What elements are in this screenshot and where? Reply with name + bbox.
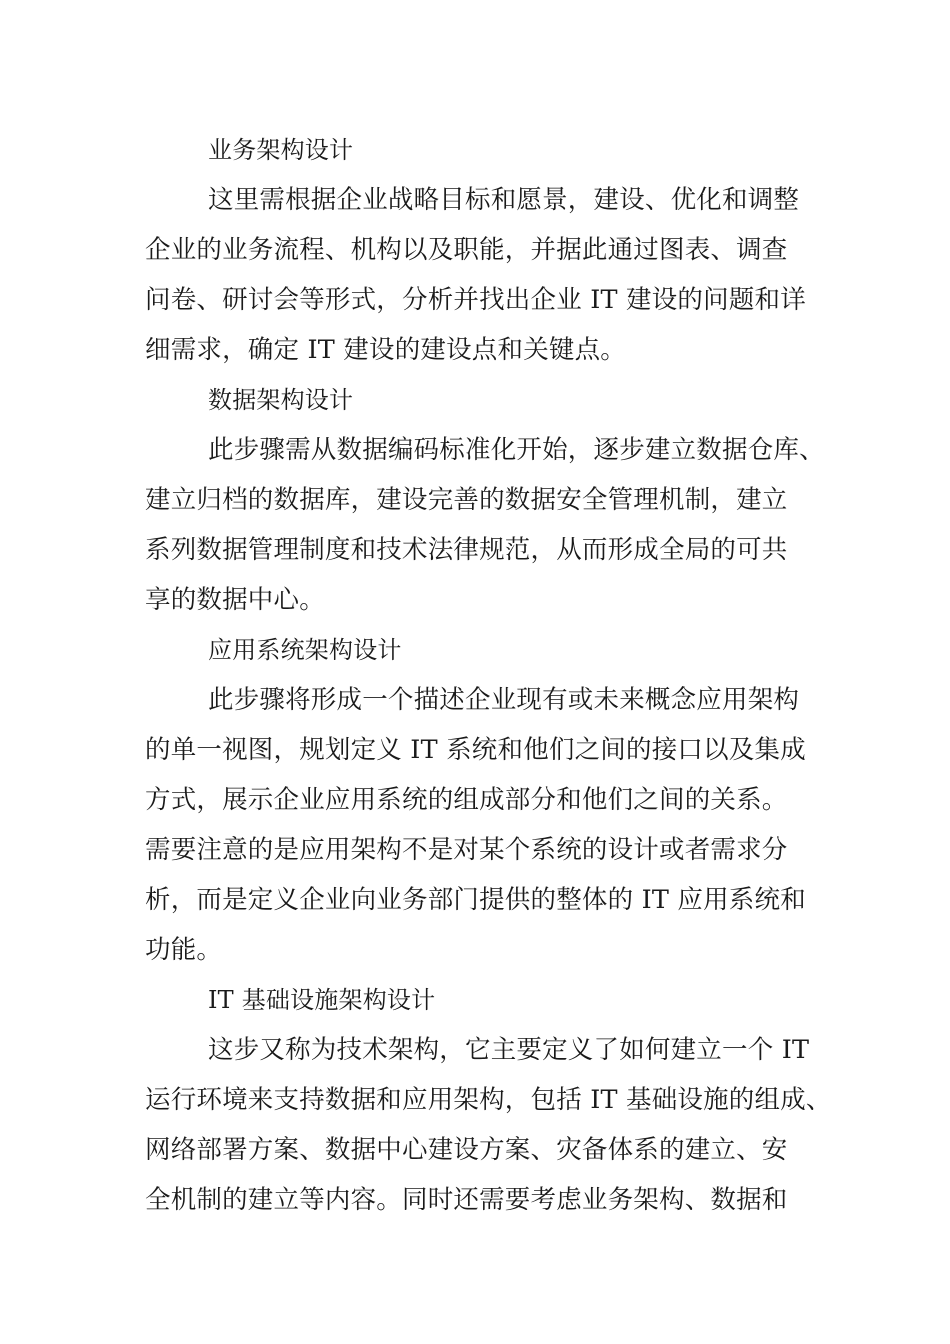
paragraph-line: 析，而是定义企业向业务部门提供的整体的 IT 应用系统和 bbox=[145, 885, 806, 915]
paragraph-line: 系列数据管理制度和技术法律规范，从而形成全局的可共 bbox=[145, 535, 788, 565]
paragraph-line: 细需求，确定 IT 建设的建设点和关键点。 bbox=[145, 335, 626, 365]
paragraph-line: 问卷、研讨会等形式，分析并找出企业 IT 建设的问题和详 bbox=[145, 285, 806, 315]
paragraph-line: 运行环境来支持数据和应用架构，包括 IT 基础设施的组成、 bbox=[145, 1085, 832, 1115]
paragraph-line: 需要注意的是应用架构不是对某个系统的设计或者需求分 bbox=[145, 835, 788, 865]
paragraph-line: 此步骤将形成一个描述企业现有或未来概念应用架构 bbox=[208, 685, 800, 715]
paragraph-line: 网络部署方案、数据中心建设方案、灾备体系的建立、安 bbox=[145, 1135, 788, 1165]
section-heading-application-architecture: 应用系统架构设计 bbox=[208, 636, 402, 664]
paragraph-line: 这里需根据企业战略目标和愿景，建设、优化和调整 bbox=[208, 185, 800, 215]
paragraph-line: 享的数据中心。 bbox=[145, 585, 325, 615]
paragraph-line: 企业的业务流程、机构以及职能，并据此通过图表、调查 bbox=[145, 235, 788, 265]
paragraph-line: 方式，展示企业应用系统的组成部分和他们之间的关系。 bbox=[145, 785, 788, 815]
section-heading-data-architecture: 数据架构设计 bbox=[208, 386, 354, 414]
section-heading-it-infrastructure: IT 基础设施架构设计 bbox=[208, 986, 436, 1014]
section-heading-business-architecture: 业务架构设计 bbox=[208, 136, 354, 164]
paragraph-line: 全机制的建立等内容。同时还需要考虑业务架构、数据和 bbox=[145, 1185, 788, 1215]
paragraph-line: 此步骤需从数据编码标准化开始，逐步建立数据仓库、 bbox=[208, 435, 825, 465]
paragraph-line: 建立归档的数据库，建设完善的数据安全管理机制，建立 bbox=[145, 485, 788, 515]
paragraph-line: 功能。 bbox=[145, 935, 223, 965]
paragraph-line: 的单一视图，规划定义 IT 系统和他们之间的接口以及集成 bbox=[145, 735, 806, 765]
paragraph-line: 这步又称为技术架构，它主要定义了如何建立一个 IT bbox=[208, 1035, 810, 1065]
